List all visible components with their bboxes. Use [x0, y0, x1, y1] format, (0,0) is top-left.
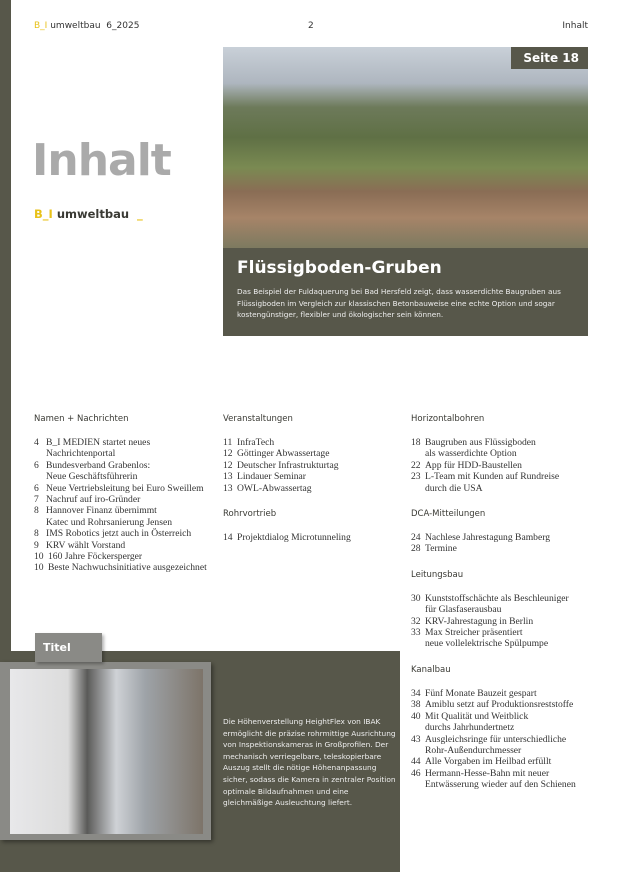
- toc-item-title: Hannover Finanz übernimmt Katec und Rohrsanierung Jensen: [46, 505, 173, 528]
- page-badge: Seite 18: [511, 47, 588, 69]
- toc-item[interactable]: [411, 460, 611, 471]
- toc-item-title: OWL-Abwassertag: [237, 482, 312, 494]
- toc-item-title: Termine: [425, 543, 457, 555]
- toc-page-number: 11: [223, 437, 233, 448]
- toc-item[interactable]: [411, 543, 611, 554]
- toc-page-number: 10: [34, 551, 44, 563]
- toc-heading: DCA-Mitteilungen: [411, 509, 486, 520]
- toc-item-title: KRV-Jahrestagung in Berlin: [425, 615, 534, 627]
- toc-item-title: Fünf Monate Bauzeit gespart: [425, 687, 537, 699]
- toc-item[interactable]: [34, 437, 214, 460]
- toc-page-number: 13: [223, 482, 233, 494]
- page-title: Inhalt: [32, 135, 171, 186]
- toc-item-title: IMS Robotics jetzt auch in Österreich: [46, 528, 192, 540]
- toc-column-3: [411, 414, 611, 806]
- toc-item-title: Nachruf auf iro-Gründer: [46, 494, 141, 506]
- toc-item[interactable]: [223, 448, 403, 459]
- brand-name: umweltbau: [50, 21, 101, 31]
- toc-page-number: 13: [223, 471, 233, 483]
- toc-item[interactable]: [411, 627, 611, 650]
- toc-section: [223, 509, 403, 543]
- toc-item[interactable]: [411, 756, 611, 767]
- cover-caption: Die Höhenverstellung HeightFlex von IBAK ermöglicht die präzise rohrmittige Ausrichtung von Inspektionskameras in Großprofilen. Der mechanisch verriegelbare, teleskopierbare Auszug stellt die nötige Höhenanpassung sicher, sodass die Kamera in zentraler Position optimale Bildaufnahmen und eine gleichmäßige Ausleuchtung liefert.: [223, 717, 396, 808]
- issue: 6_2025: [106, 21, 140, 31]
- logo: [34, 207, 143, 221]
- toc-item[interactable]: [34, 562, 214, 573]
- toc-page-number: 7: [34, 494, 39, 506]
- feature-text: Das Beispiel der Fuldaquerung bei Bad Hersfeld zeigt, dass wasserdichte Baugruben aus Flüssigboden im Vergleich zur klassischen Betonbauweise eine echte Option und sogar kostengünstiger, flexibler und ökologischer sein können.: [237, 287, 561, 319]
- header-issue: [34, 21, 139, 31]
- toc-page-number: 10: [34, 562, 44, 574]
- toc-page-number: 32: [411, 615, 421, 627]
- toc-heading: Kanalbau: [411, 664, 451, 675]
- feature-photo[interactable]: [223, 47, 588, 248]
- toc-item[interactable]: [411, 688, 611, 699]
- toc-page-number: 12: [223, 459, 233, 471]
- toc-item[interactable]: [411, 768, 611, 791]
- toc-item-title: Projektdialog Microtunneling: [237, 532, 351, 544]
- toc-page-number: 28: [411, 543, 421, 555]
- logo-name: umweltbau: [56, 207, 130, 221]
- toc-item[interactable]: [34, 494, 214, 505]
- toc-item-title: B_I MEDIEN startet neues Nachrichtenportal: [46, 437, 151, 460]
- toc-item-title: Neue Vertriebsleitung bei Euro Sweillem: [46, 482, 204, 494]
- logo-mark: _: [137, 207, 143, 221]
- toc-page-number: 12: [223, 448, 233, 460]
- toc-item-title: Baugruben aus Flüssigboden als wasserdichte Option: [425, 437, 536, 460]
- toc-page-number: 14: [223, 532, 233, 544]
- toc-item-title: Kunststoffschächte als Beschleuniger für Glasfaserausbau: [425, 592, 569, 616]
- toc-heading: Horizontalbohren: [411, 414, 485, 424]
- toc-item-title: Göttinger Abwassertage: [237, 448, 330, 460]
- toc-page-number: 8: [34, 528, 39, 540]
- toc-section: [411, 414, 611, 494]
- toc-item-title: Hermann-Hesse-Bahn mit neuer Entwässerung wieder auf den Schienen: [425, 767, 576, 791]
- toc-item[interactable]: [223, 437, 403, 448]
- cover-photo[interactable]: [10, 669, 203, 834]
- toc-item-title: Max Streicher präsentiert neue vollelektrische Spülpumpe: [425, 627, 549, 650]
- toc-item[interactable]: [223, 471, 403, 482]
- toc-page-number: 4: [34, 437, 39, 448]
- toc-item-title: App für HDD-Baustellen: [425, 459, 522, 471]
- toc-page-number: 33: [411, 627, 421, 639]
- toc-item[interactable]: [34, 551, 214, 562]
- toc-item[interactable]: [411, 532, 611, 543]
- toc-item[interactable]: [34, 460, 214, 483]
- toc-item-title: Amiblu setzt auf Produktionsreststoffe: [425, 699, 574, 711]
- toc-item[interactable]: [223, 460, 403, 471]
- toc-section: [34, 414, 214, 574]
- feature-caption: [223, 248, 588, 336]
- toc-item[interactable]: [411, 734, 611, 757]
- toc-item[interactable]: [411, 437, 611, 460]
- toc-page-number: 24: [411, 532, 421, 544]
- toc-item-title: Bundesverband Grabenlos: Neue Geschäftsführerin: [46, 459, 151, 483]
- toc-page-number: 18: [411, 437, 421, 448]
- toc-page-number: 9: [34, 539, 39, 551]
- toc-item[interactable]: [223, 483, 403, 494]
- toc-item[interactable]: [411, 471, 611, 494]
- toc-heading: Namen + Nachrichten: [34, 414, 129, 424]
- toc-page-number: 30: [411, 592, 421, 604]
- toc-page-number: 38: [411, 699, 421, 711]
- toc-item-title: Lindauer Seminar: [237, 471, 306, 483]
- feature-title: Flüssigboden-Gruben: [237, 258, 442, 278]
- toc-page-number: 46: [411, 767, 421, 779]
- toc-section: [411, 570, 611, 650]
- logo-prefix: B_I: [34, 207, 53, 221]
- toc-item[interactable]: [34, 540, 214, 551]
- toc-item-title: Mit Qualität und Weitblick durchs Jahrhundertnetz: [425, 710, 529, 734]
- toc-item[interactable]: [411, 711, 611, 734]
- brand-prefix: B_I: [34, 21, 48, 31]
- toc-item[interactable]: [223, 532, 403, 543]
- toc-section: [411, 665, 611, 791]
- toc-item-title: Nachlese Jahrestagung Bamberg: [425, 532, 551, 544]
- cover-tab: Titel: [35, 633, 102, 662]
- toc-page-number: 40: [411, 710, 421, 722]
- toc-item-title: KRV wählt Vorstand: [46, 539, 126, 551]
- toc-item-title: Alle Vorgaben im Heilbad erfüllt: [425, 756, 552, 768]
- toc-column-2: [223, 414, 403, 558]
- toc-item-title: Ausgleichsringe für unterschiedliche Rohr-Außendurchmesser: [425, 733, 567, 756]
- toc-heading: Veranstaltungen: [223, 414, 293, 424]
- toc-page-number: 23: [411, 471, 421, 483]
- toc-item-title: InfraTech: [237, 437, 275, 448]
- toc-heading: Leitungsbau: [411, 569, 464, 580]
- toc-heading: Rohrvortrieb: [223, 509, 277, 520]
- toc-section: [411, 509, 611, 555]
- toc-item[interactable]: [411, 699, 611, 710]
- toc-page-number: 6: [34, 482, 39, 494]
- toc-item[interactable]: [34, 528, 214, 539]
- toc-item-title: Beste Nachwuchsinitiative ausgezeichnet: [48, 562, 207, 574]
- toc-column-1: [34, 414, 214, 589]
- toc-item[interactable]: [34, 505, 214, 528]
- toc-item-title: Deutscher Infrastrukturtag: [237, 459, 339, 471]
- toc-page-number: 6: [34, 459, 39, 471]
- toc-item-title: L-Team mit Kunden auf Rundreise durch die USA: [425, 471, 560, 494]
- toc-item-title: 160 Jahre Föckersperger: [48, 551, 143, 563]
- toc-page-number: 34: [411, 687, 421, 699]
- toc-page-number: 44: [411, 756, 421, 768]
- toc-page-number: 8: [34, 505, 39, 517]
- toc-page-number: 22: [411, 459, 421, 471]
- toc-item[interactable]: [411, 616, 611, 627]
- section-name: Inhalt: [562, 21, 588, 31]
- page-number: 2: [308, 21, 314, 31]
- toc-item[interactable]: [411, 593, 611, 616]
- toc-page-number: 43: [411, 733, 421, 745]
- toc-section: [223, 414, 403, 494]
- toc-item[interactable]: [34, 483, 214, 494]
